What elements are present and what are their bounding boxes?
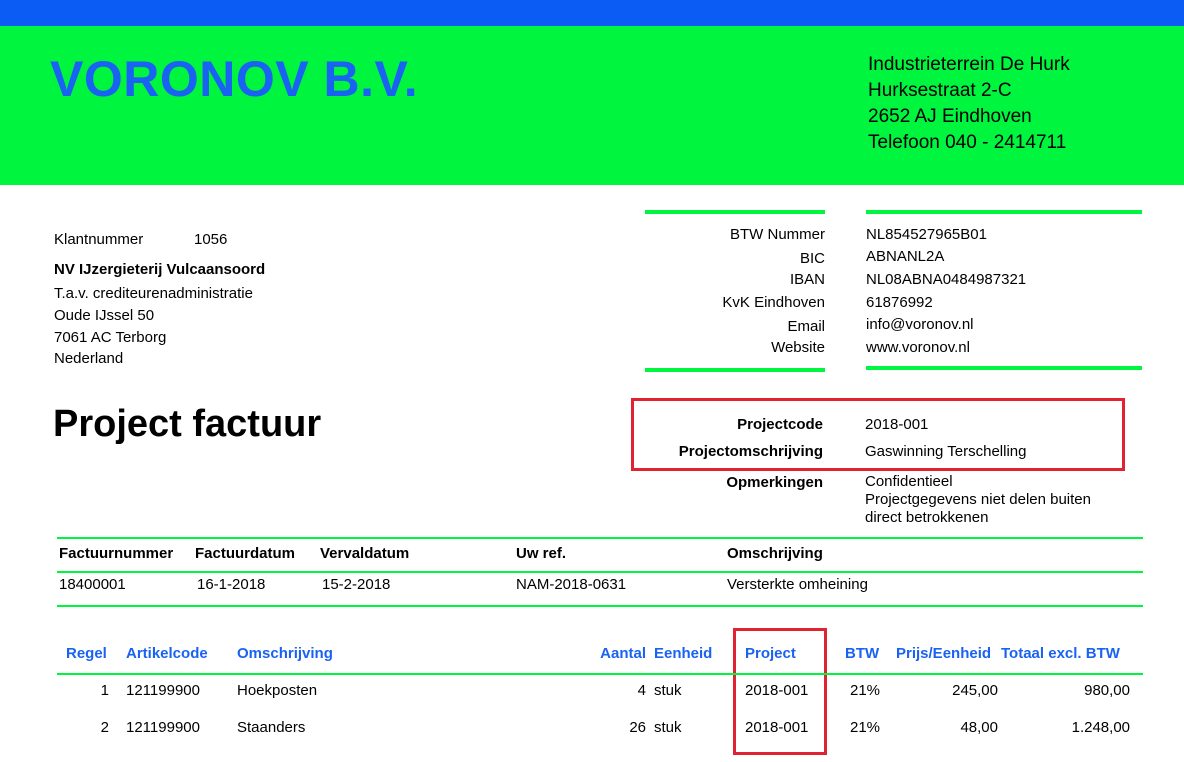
detail-value: www.voronov.nl — [866, 339, 970, 356]
line-cell: 21% — [850, 682, 881, 699]
line-cell: 2018-001 — [745, 682, 809, 699]
project-desc-label: Projectomschrijving — [678, 443, 823, 460]
detail-label: BTW Nummer — [730, 226, 825, 243]
customer-address-line: T.a.v. crediteurenadministratie — [54, 285, 253, 302]
customer-address-line: 7061 AC Terborg — [54, 329, 167, 346]
line-cell: 980,00 — [1084, 682, 1130, 699]
invoice-header: Omschrijving — [727, 545, 823, 562]
customer-number-label: Klantnummer — [54, 231, 144, 248]
line-cell: 21% — [850, 719, 881, 736]
company-name: VORONOV B.V. — [50, 51, 419, 107]
detail-label: Website — [771, 339, 825, 356]
remarks-line: direct betrokkenen — [865, 509, 989, 526]
remarks-label: Opmerkingen — [726, 474, 823, 491]
invoice-header: Factuurnummer — [59, 545, 174, 562]
column-header: Eenheid — [654, 645, 713, 662]
line-cell: 2 — [100, 719, 109, 736]
invoice-value: Versterkte omheining — [727, 576, 868, 593]
customer-address-line: Oude IJssel 50 — [54, 307, 155, 324]
address-line: Hurksestraat 2-C — [868, 80, 1012, 101]
top-bar — [0, 0, 1184, 26]
customer-address-line: Nederland — [54, 350, 124, 367]
detail-value: NL854527965B01 — [866, 226, 987, 243]
invoice-header: Factuurdatum — [195, 545, 296, 562]
column-header: Project — [745, 645, 796, 662]
column-header: Totaal excl. BTW — [1001, 645, 1120, 662]
line-cell: stuk — [654, 682, 682, 699]
address-line: Telefoon 040 - 2414711 — [868, 132, 1067, 153]
project-code-value: 2018-001 — [865, 416, 929, 433]
column-header: Artikelcode — [126, 645, 208, 662]
invoice-value: 16-1-2018 — [197, 576, 266, 593]
detail-label: IBAN — [789, 271, 825, 288]
table-rule — [57, 605, 1143, 607]
line-cell: 245,00 — [952, 682, 998, 699]
detail-value: info@voronov.nl — [866, 316, 974, 333]
column-header: Prijs/Eenheid — [896, 645, 992, 662]
detail-value: NL08ABNA0484987321 — [866, 271, 1027, 288]
table-rule — [57, 571, 1143, 573]
line-cell: 2018-001 — [745, 719, 809, 736]
customer-name: NV IJzergieterij Vulcaansoord — [54, 261, 266, 278]
table-rule — [57, 673, 1143, 675]
line-cell: 26 — [629, 719, 646, 736]
detail-label: Email — [787, 318, 825, 335]
detail-value: ABNANL2A — [866, 248, 945, 265]
document-title: Project factuur — [53, 403, 322, 445]
remarks-line: Projectgegevens niet delen buiten — [865, 491, 1091, 508]
table-rule — [57, 537, 1143, 539]
column-header: BTW — [845, 645, 880, 662]
line-cell: 1 — [100, 682, 109, 699]
column-header: Aantal — [600, 645, 646, 662]
details-divider — [645, 210, 825, 214]
detail-value: 61876992 — [866, 294, 933, 311]
line-cell: 121199900 — [126, 719, 200, 736]
invoice-value: 15-2-2018 — [322, 576, 391, 593]
project-code-label: Projectcode — [737, 416, 823, 433]
line-cell: 1.248,00 — [1071, 719, 1130, 736]
address-line: Industrieterrein De Hurk — [868, 54, 1070, 75]
line-cell: 48,00 — [960, 719, 998, 736]
details-divider — [866, 366, 1142, 370]
line-cell: 121199900 — [126, 682, 200, 699]
details-divider — [645, 368, 825, 372]
company-address — [868, 52, 1070, 156]
remarks-text — [865, 473, 1091, 527]
column-header: Omschrijving — [237, 645, 333, 662]
invoice-value: 18400001 — [59, 576, 126, 593]
detail-label: BIC — [799, 250, 825, 267]
invoice-header: Vervaldatum — [320, 545, 410, 562]
line-cell: stuk — [654, 719, 682, 736]
details-divider — [866, 210, 1142, 214]
line-cell: 4 — [637, 682, 646, 699]
remarks-line: Confidentieel — [865, 473, 953, 490]
column-header: Regel — [66, 645, 107, 662]
line-cell: Hoekposten — [237, 682, 318, 699]
detail-label: KvK Eindhoven — [722, 294, 825, 311]
line-cell: Staanders — [237, 719, 306, 736]
customer-number-value: 1056 — [194, 231, 228, 248]
invoice-header: Uw ref. — [516, 545, 567, 562]
address-line: 2652 AJ Eindhoven — [868, 106, 1032, 127]
project-desc-value: Gaswinning Terschelling — [865, 443, 1027, 460]
invoice-value: NAM-2018-0631 — [516, 576, 627, 593]
